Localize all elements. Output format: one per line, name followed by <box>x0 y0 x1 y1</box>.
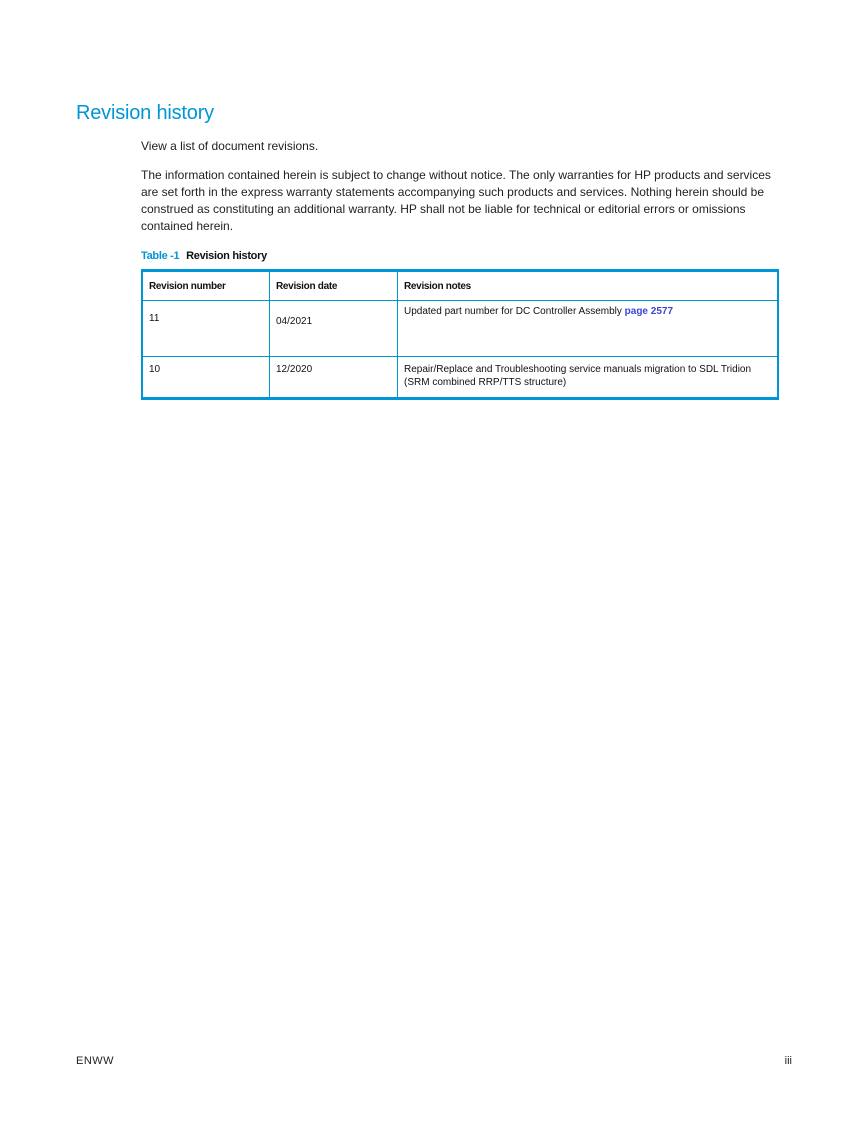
table-row <box>142 357 778 399</box>
header-revision-number: Revision number <box>142 271 270 301</box>
footer-label: ENWW <box>76 1055 115 1067</box>
table-header-row <box>142 271 778 301</box>
header-revision-date: Revision date <box>270 271 398 301</box>
intro-text: View a list of document revisions. <box>141 139 319 153</box>
table-caption-title: Revision history <box>186 250 267 262</box>
revision-date-cell: 12/2020 <box>270 357 398 399</box>
revision-notes-cell: Repair/Replace and Troubleshooting service manuals migration to SDL Tridion (SRM combined RRP/TTS structure) <box>398 357 779 399</box>
legal-notice: The information contained herein is subject to change without notice. The only warranties for HP products and services are set forth in the express warranty statements accompanying such products and services. Nothing herein should be construed as constituting an additional warranty. HP shall not be liable for technical or editorial errors or omissions contained herein. <box>141 168 771 233</box>
revision-date-cell: 04/2021 <box>270 301 398 357</box>
revision-number-cell: 11 <box>142 301 270 357</box>
revision-notes-text: Updated part number for DC Controller Assembly <box>404 306 622 317</box>
page-title: Revision history <box>76 102 214 124</box>
page-reference-link[interactable]: page 2577 <box>624 306 674 317</box>
revision-table <box>141 269 779 400</box>
table-caption <box>141 250 267 262</box>
header-revision-notes: Revision notes <box>398 271 779 301</box>
page-number: iii <box>784 1055 792 1067</box>
revision-notes-cell <box>398 301 779 357</box>
table-caption-number: Table -1 <box>141 250 180 262</box>
revision-number-cell: 10 <box>142 357 270 399</box>
table-row <box>142 301 778 357</box>
